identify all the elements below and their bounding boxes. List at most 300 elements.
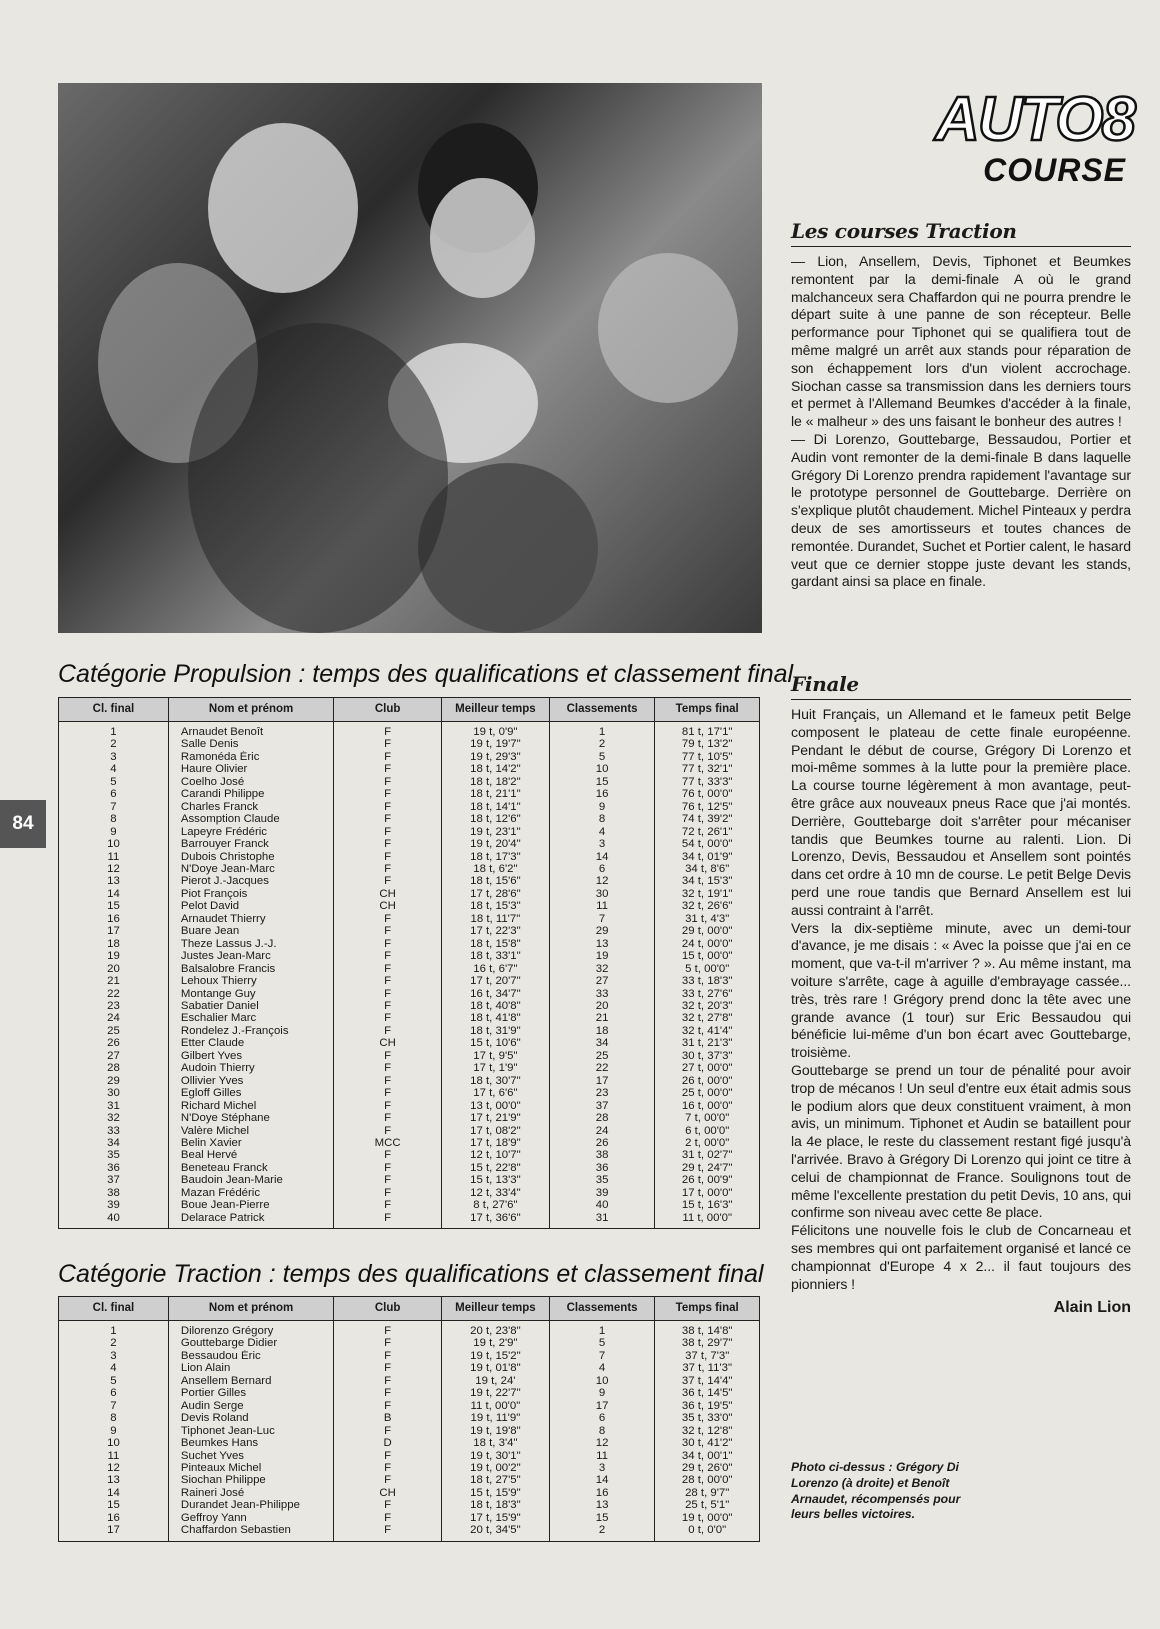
table-row — [59, 1087, 760, 1099]
table-cell: 17 t, 15'9" — [442, 1512, 550, 1524]
table-cell: 15 — [549, 776, 655, 788]
table-cell: 29 — [549, 925, 655, 937]
table-row — [59, 776, 760, 788]
table-cell: F — [334, 938, 442, 950]
table-cell: 37 t, 7'3" — [655, 1350, 760, 1362]
table-cell: F — [334, 1425, 442, 1437]
column-header: Meilleur temps — [442, 1297, 550, 1321]
table-row — [59, 722, 760, 739]
table-cell: 34 — [549, 1037, 655, 1049]
table-cell: F — [334, 1025, 442, 1037]
table-cell: 20 — [59, 963, 169, 975]
table-cell: 10 — [59, 1437, 169, 1449]
table-cell: 23 — [549, 1087, 655, 1099]
table-cell: 19 — [59, 950, 169, 962]
table-cell: 26 — [59, 1037, 169, 1049]
table-cell: F — [334, 1162, 442, 1174]
table-row — [59, 1412, 760, 1424]
table-cell: 37 t, 14'4" — [655, 1375, 760, 1387]
table-cell: 31 t, 02'7" — [655, 1149, 760, 1161]
table-row — [59, 1137, 760, 1149]
paragraph: Gouttebarge se prend un tour de pénalité pour avoir trop de mécanos ! Un seul d'entre eux était admis sous le podium alors que deux constituent vraiment, à mon avis, un minimum. Tiphonet et Audin se bataillent pour la 4e place, le reste du classement restant figé jusqu'à l'arrivée. Bravo à Grégory Di Lorenzo qui joint ce titre à celui de championnat de France. Soulignons tout de même l'excellente prestation du petit Devis, 10 ans, qui confirme son niveau avec cette 8e place. — [791, 1061, 1131, 1221]
table-cell: Richard Michel — [168, 1100, 333, 1112]
paragraph: — Lion, Ansellem, Devis, Tiphonet et Beumkes remontent par la demi-finale A où le grand malchanceux sera Chaffardon qui ne pourra prendre le départ suite à une panne de son récepteur. Belle performance pour Tiphonet qui se qualifiera tout de même malgré un arrêt aux stands pour réparation de son échappement lors d'un violent accrochage. Siochan casse sa transmission dans les derniers tours et permet à l'Allemand Beumkes d'accéder à la finale, le « malheur » des uns faisant le bonheur des autres ! — [791, 253, 1131, 430]
table-cell: Coelho José — [168, 776, 333, 788]
table-cell: 4 — [59, 1362, 169, 1374]
table-cell: F — [334, 751, 442, 763]
table-row — [59, 1050, 760, 1062]
table-cell: F — [334, 1149, 442, 1161]
table-cell: 27 — [59, 1050, 169, 1062]
table-cell: 24 — [549, 1125, 655, 1137]
table-row — [59, 788, 760, 800]
table-cell: 5 — [549, 1337, 655, 1349]
column-header: Club — [334, 1297, 442, 1321]
table-cell: F — [334, 788, 442, 800]
table-cell: 1 — [59, 1321, 169, 1338]
table-cell: 5 — [59, 1375, 169, 1387]
table-row — [59, 1474, 760, 1486]
table-cell: 27 — [549, 975, 655, 987]
table-row — [59, 1375, 760, 1387]
table-cell: 11 — [59, 1450, 169, 1462]
column-header: Nom et prénom — [168, 698, 333, 722]
table-cell: 8 — [59, 1412, 169, 1424]
table-cell: 20 — [549, 1000, 655, 1012]
table-row — [59, 1362, 760, 1374]
table-cell: 0 t, 0'0" — [655, 1524, 760, 1541]
table-cell: Buare Jean — [168, 925, 333, 937]
table-cell: 1 — [59, 722, 169, 739]
table-cell: 17 t, 6'6" — [442, 1087, 550, 1099]
table-cell: 18 t, 17'3" — [442, 851, 550, 863]
table-cell: 23 — [59, 1000, 169, 1012]
table-row — [59, 826, 760, 838]
table-cell: 22 — [549, 1062, 655, 1074]
table-cell: F — [334, 1499, 442, 1511]
table-cell: 6 — [549, 1412, 655, 1424]
table-cell: 19 — [549, 950, 655, 962]
table-cell: 34 t, 15'3" — [655, 875, 760, 887]
table-cell: CH — [334, 1037, 442, 1049]
table-cell: 19 t, 23'1" — [442, 826, 550, 838]
table-row — [59, 1337, 760, 1349]
table-cell: 36 t, 14'5" — [655, 1387, 760, 1399]
column-header: Cl. final — [59, 698, 169, 722]
table-cell: 19 t, 11'9" — [442, 1412, 550, 1424]
table-cell: 14 — [549, 851, 655, 863]
table-row — [59, 875, 760, 887]
table-cell: Sabatier Daniel — [168, 1000, 333, 1012]
table-cell: 13 t, 00'0" — [442, 1100, 550, 1112]
table-row — [59, 1100, 760, 1112]
table-row — [59, 1212, 760, 1229]
table-cell: F — [334, 963, 442, 975]
article-part2 — [791, 706, 1131, 1293]
table-cell: 81 t, 17'1" — [655, 722, 760, 739]
table-cell: F — [334, 1000, 442, 1012]
table-cell: 15 t, 00'0" — [655, 950, 760, 962]
table-cell: 16 t, 00'0" — [655, 1100, 760, 1112]
table-cell: 13 — [59, 875, 169, 887]
table-row — [59, 751, 760, 763]
table-cell: 18 t, 40'8" — [442, 1000, 550, 1012]
table-cell: Ramonéda Éric — [168, 751, 333, 763]
table-cell: CH — [334, 900, 442, 912]
table-row — [59, 1321, 760, 1338]
table-cell: 9 — [549, 801, 655, 813]
table-row — [59, 1524, 760, 1541]
column-header: Temps final — [655, 1297, 760, 1321]
table-cell: CH — [334, 1487, 442, 1499]
column-header: Cl. final — [59, 1297, 169, 1321]
table-cell: CH — [334, 888, 442, 900]
table-cell: F — [334, 1012, 442, 1024]
table-cell: Carandi Philippe — [168, 788, 333, 800]
table-cell: 76 t, 00'0" — [655, 788, 760, 800]
table-cell: Siochan Philippe — [168, 1474, 333, 1486]
table-row — [59, 1387, 760, 1399]
table-cell: 17 t, 1'9" — [442, 1062, 550, 1074]
table-row — [59, 738, 760, 750]
table-cell: Raineri José — [168, 1487, 333, 1499]
table-cell: Charles Franck — [168, 801, 333, 813]
heading-courses-traction: Les courses Traction — [791, 219, 1131, 247]
table-cell: 18 t, 27'5" — [442, 1474, 550, 1486]
table-cell: 19 t, 29'3" — [442, 751, 550, 763]
table-cell: F — [334, 1050, 442, 1062]
table-row — [59, 813, 760, 825]
table-cell: 3 — [59, 1350, 169, 1362]
table-cell: F — [334, 1512, 442, 1524]
table-cell: 77 t, 32'1" — [655, 763, 760, 775]
table-cell: 11 — [549, 1450, 655, 1462]
table-cell: F — [334, 863, 442, 875]
table-cell: F — [334, 950, 442, 962]
table-cell: 20 t, 34'5" — [442, 1524, 550, 1541]
table-cell: 37 t, 11'3" — [655, 1362, 760, 1374]
table-cell: 9 — [549, 1387, 655, 1399]
table-cell: Boue Jean-Pierre — [168, 1199, 333, 1211]
table-cell: F — [334, 776, 442, 788]
table-cell: 77 t, 33'3" — [655, 776, 760, 788]
table-cell: 21 — [59, 975, 169, 987]
paragraph: Vers la dix-septième minute, avec un demi-tour d'avance, je me disais : « Avec la poisse que j'ai en ce moment, que va-t-il m'arriver ? ». Au même instant, ma voiture s'arrête, cage à aguille d'embrayage cassée... très, très rare ! Grégory prend donc la tête avec une grande avance (1 tour) sur Eric Bessaudou qui bénéficie lui-même d'un bon écart avec Gouttebarge, troisième. — [791, 919, 1131, 1061]
table-cell: 36 t, 19'5" — [655, 1400, 760, 1412]
table-row — [59, 925, 760, 937]
table-cell: 2 t, 00'0" — [655, 1137, 760, 1149]
table-cell: 33 t, 18'3" — [655, 975, 760, 987]
table-cell: 76 t, 12'5" — [655, 801, 760, 813]
table-cell: F — [334, 813, 442, 825]
table-cell: 32 t, 27'8" — [655, 1012, 760, 1024]
table-cell: 12 t, 33'4" — [442, 1187, 550, 1199]
table-cell: 17 t, 22'3" — [442, 925, 550, 937]
table-cell: F — [334, 1350, 442, 1362]
table-cell: 15 — [59, 1499, 169, 1511]
table-cell: F — [334, 763, 442, 775]
table-cell: Belin Xavier — [168, 1137, 333, 1149]
table-cell: 19 t, 2'9" — [442, 1337, 550, 1349]
table-cell: Suchet Yves — [168, 1450, 333, 1462]
table-cell: F — [334, 1187, 442, 1199]
table-cell: 6 — [59, 1387, 169, 1399]
table-row — [59, 1000, 760, 1012]
table-cell: F — [334, 1112, 442, 1124]
table-cell: 22 — [59, 988, 169, 1000]
table-cell: 15 t, 13'3" — [442, 1174, 550, 1186]
table-cell: 34 t, 01'9" — [655, 851, 760, 863]
table-cell: 24 — [59, 1012, 169, 1024]
table-cell: 12 t, 10'7" — [442, 1149, 550, 1161]
table-cell: 12 — [59, 863, 169, 875]
table-cell: 13 — [549, 1499, 655, 1511]
table-cell: 14 — [59, 888, 169, 900]
column-header: Meilleur temps — [442, 698, 550, 722]
table-cell: Valère Michel — [168, 1125, 333, 1137]
traction-title: Catégorie Traction : temps des qualifications et classement final — [58, 1260, 764, 1288]
table-cell: 7 — [549, 1350, 655, 1362]
table-cell: 9 — [59, 826, 169, 838]
table-cell: 6 — [549, 863, 655, 875]
table-cell: Pierot J.-Jacques — [168, 875, 333, 887]
table-row — [59, 1450, 760, 1462]
table-row — [59, 988, 760, 1000]
table-cell: Haure Olivier — [168, 763, 333, 775]
table-cell: N'Doye Jean-Marc — [168, 863, 333, 875]
table-cell: 26 t, 00'0" — [655, 1075, 760, 1087]
table-cell: 7 t, 00'0" — [655, 1112, 760, 1124]
table-cell: Theze Lassus J.-J. — [168, 938, 333, 950]
table-cell: 1 — [549, 722, 655, 739]
table-cell: F — [334, 738, 442, 750]
table-cell: 2 — [59, 1337, 169, 1349]
table-cell: Devis Roland — [168, 1412, 333, 1424]
table-cell: 17 — [549, 1075, 655, 1087]
table-cell: Montange Guy — [168, 988, 333, 1000]
table-cell: 8 — [549, 813, 655, 825]
table-cell: 2 — [549, 1524, 655, 1541]
table-cell: 19 t, 19'7" — [442, 738, 550, 750]
table-row — [59, 1512, 760, 1524]
table-cell: 27 t, 00'0" — [655, 1062, 760, 1074]
table-cell: F — [334, 1062, 442, 1074]
table-cell: 18 t, 18'3" — [442, 1499, 550, 1511]
table-row — [59, 1174, 760, 1186]
table-cell: 32 t, 19'1" — [655, 888, 760, 900]
table-cell: Audin Serge — [168, 1400, 333, 1412]
table-cell: Arnaudet Thierry — [168, 913, 333, 925]
table-cell: F — [334, 988, 442, 1000]
table-cell: 39 — [549, 1187, 655, 1199]
table-cell: 11 t, 00'0" — [442, 1400, 550, 1412]
table-row — [59, 1149, 760, 1161]
table-row — [59, 838, 760, 850]
table-cell: 17 t, 18'9" — [442, 1137, 550, 1149]
table-cell: F — [334, 1387, 442, 1399]
table-cell: F — [334, 801, 442, 813]
table-cell: Beneteau Franck — [168, 1162, 333, 1174]
table-cell: F — [334, 1362, 442, 1374]
table-row — [59, 801, 760, 813]
table-row — [59, 938, 760, 950]
table-cell: 35 — [59, 1149, 169, 1161]
table-cell: 25 t, 5'1" — [655, 1499, 760, 1511]
table-cell: Salle Denis — [168, 738, 333, 750]
table-cell: 39 — [59, 1199, 169, 1211]
table-cell: 19 t, 01'8" — [442, 1362, 550, 1374]
table-cell: 19 t, 19'8" — [442, 1425, 550, 1437]
table-row — [59, 1199, 760, 1211]
table-cell: 35 t, 33'0" — [655, 1412, 760, 1424]
table-cell: 18 t, 14'1" — [442, 801, 550, 813]
table-cell: 19 t, 24' — [442, 1375, 550, 1387]
table-cell: Gilbert Yves — [168, 1050, 333, 1062]
table-cell: 1 — [549, 1321, 655, 1338]
table-cell: 72 t, 26'1" — [655, 826, 760, 838]
table-cell: 5 t, 00'0" — [655, 963, 760, 975]
table-cell: 7 — [59, 801, 169, 813]
table-cell: 18 t, 15'6" — [442, 875, 550, 887]
table-cell: 18 t, 31'9" — [442, 1025, 550, 1037]
table-cell: 18 t, 15'8" — [442, 938, 550, 950]
table-row — [59, 1425, 760, 1437]
table-cell: Pinteaux Michel — [168, 1462, 333, 1474]
table-row — [59, 913, 760, 925]
table-cell: 10 — [549, 1375, 655, 1387]
paragraph: Félicitons une nouvelle fois le club de Concarneau et ses membres qui ont parfaitement organisé et lancé ce championnat d'Europe 4 x 2... il faut toujours des pionniers ! — [791, 1222, 1131, 1292]
table-cell: 32 t, 41'4" — [655, 1025, 760, 1037]
table-cell: 33 — [549, 988, 655, 1000]
table-cell: 3 — [59, 751, 169, 763]
table-header-row — [59, 1297, 760, 1321]
table-row — [59, 863, 760, 875]
table-cell: F — [334, 1087, 442, 1099]
table-cell: F — [334, 722, 442, 739]
table-cell: 13 — [59, 1474, 169, 1486]
table-cell: 18 t, 12'6" — [442, 813, 550, 825]
table-cell: 79 t, 13'2" — [655, 738, 760, 750]
table-row — [59, 1187, 760, 1199]
table-cell: 17 t, 00'0" — [655, 1187, 760, 1199]
table-cell: 16 — [549, 1487, 655, 1499]
table-cell: Geffroy Yann — [168, 1512, 333, 1524]
table-cell: 74 t, 39'2" — [655, 813, 760, 825]
table-cell: 31 t, 4'3" — [655, 913, 760, 925]
table-row — [59, 1125, 760, 1137]
table-cell: F — [334, 826, 442, 838]
photo-caption: Photo ci-dessus : Grégory Di Lorenzo (à droite) et Benoît Arnaudet, récompensés pour leurs belles victoires. — [791, 1460, 961, 1522]
table-cell: 7 — [549, 913, 655, 925]
table-cell: Rondelez J.-François — [168, 1025, 333, 1037]
table-cell: Chaffardon Sebastien — [168, 1524, 333, 1541]
propulsion-table — [58, 697, 760, 1229]
table-cell: 8 — [59, 813, 169, 825]
table-row — [59, 1012, 760, 1024]
table-row — [59, 975, 760, 987]
table-cell: 15 t, 15'9" — [442, 1487, 550, 1499]
table-cell: 15 t, 16'3" — [655, 1199, 760, 1211]
table-cell: 4 — [549, 826, 655, 838]
table-cell: Audoin Thierry — [168, 1062, 333, 1074]
table-row — [59, 1350, 760, 1362]
table-cell: Assomption Claude — [168, 813, 333, 825]
table-cell: 36 — [59, 1162, 169, 1174]
table-cell: 3 — [549, 1462, 655, 1474]
table-cell: 6 t, 00'0" — [655, 1125, 760, 1137]
table-cell: F — [334, 1125, 442, 1137]
table-cell: Etter Claude — [168, 1037, 333, 1049]
table-cell: 18 t, 15'3" — [442, 900, 550, 912]
table-cell: 40 — [549, 1199, 655, 1211]
table-cell: 15 t, 10'6" — [442, 1037, 550, 1049]
table-cell: 16 — [549, 788, 655, 800]
table-cell: 18 t, 41'8" — [442, 1012, 550, 1024]
table-cell: 30 — [549, 888, 655, 900]
table-cell: 18 t, 11'7" — [442, 913, 550, 925]
table-cell: F — [334, 1212, 442, 1229]
table-row — [59, 1487, 760, 1499]
table-cell: 32 — [549, 963, 655, 975]
article-finale — [791, 672, 1131, 1317]
table-cell: 18 t, 6'2" — [442, 863, 550, 875]
logo-subtitle: COURSE — [983, 152, 1126, 188]
table-cell: 14 — [59, 1487, 169, 1499]
table-cell: F — [334, 1199, 442, 1211]
table-cell: 12 — [549, 875, 655, 887]
traction-table — [58, 1296, 760, 1542]
table-row — [59, 1162, 760, 1174]
table-cell: F — [334, 1337, 442, 1349]
table-cell: 11 — [549, 900, 655, 912]
table-cell: 31 — [549, 1212, 655, 1229]
column-header: Temps final — [655, 698, 760, 722]
table-row — [59, 963, 760, 975]
table-cell: Portier Gilles — [168, 1387, 333, 1399]
table-cell: Durandet Jean-Philippe — [168, 1499, 333, 1511]
table-header-row — [59, 698, 760, 722]
table-cell: 18 t, 14'2" — [442, 763, 550, 775]
table-cell: F — [334, 925, 442, 937]
table-cell: 26 — [549, 1137, 655, 1149]
paragraph: Huit Français, un Allemand et le fameux petit Belge composent le plateau de cette finale européenne. Pendant le début de course, Grégory Di Lorenzo et moi-même sommes à la lutte pour la première place. La course tourne légèrement à mon avantage, peut-être grâce aux nouveaux pneus Race que j'ai montés. Derrière, Gouttebarge doit s'arrêter pour mécaniser tandis que Beumkes tourne au ralenti. Lion. Di Lorenzo, Devis, Bessaudou et Ansellem sont pointés dans cet ordre à 10 mn de course. Le petit Belge Devis perd une roue tandis que Bernard Ansellem est lui aussi contraint à l'arrêt. — [791, 706, 1131, 918]
table-cell: F — [334, 1100, 442, 1112]
table-row — [59, 1112, 760, 1124]
table-cell: 18 — [549, 1025, 655, 1037]
table-cell: Barrouyer Franck — [168, 838, 333, 850]
table-cell: 7 — [59, 1400, 169, 1412]
article-part1 — [791, 253, 1131, 591]
table-cell: F — [334, 1524, 442, 1541]
table-row — [59, 1499, 760, 1511]
column-header: Classements — [549, 698, 655, 722]
table-row — [59, 851, 760, 863]
column-header: Nom et prénom — [168, 1297, 333, 1321]
table-cell: Dubois Christophe — [168, 851, 333, 863]
author-signature: Alain Lion — [1053, 1299, 1131, 1317]
table-cell: 30 t, 41'2" — [655, 1437, 760, 1449]
table-row — [59, 1075, 760, 1087]
table-cell: 28 t, 9'7" — [655, 1487, 760, 1499]
table-cell: F — [334, 1400, 442, 1412]
table-cell: 35 — [549, 1174, 655, 1186]
table-cell: Arnaudet Benoît — [168, 722, 333, 739]
table-cell: F — [334, 913, 442, 925]
table-cell: F — [334, 875, 442, 887]
table-cell: 17 t, 9'5" — [442, 1050, 550, 1062]
table-cell: 25 — [549, 1050, 655, 1062]
table-cell: F — [334, 1321, 442, 1338]
